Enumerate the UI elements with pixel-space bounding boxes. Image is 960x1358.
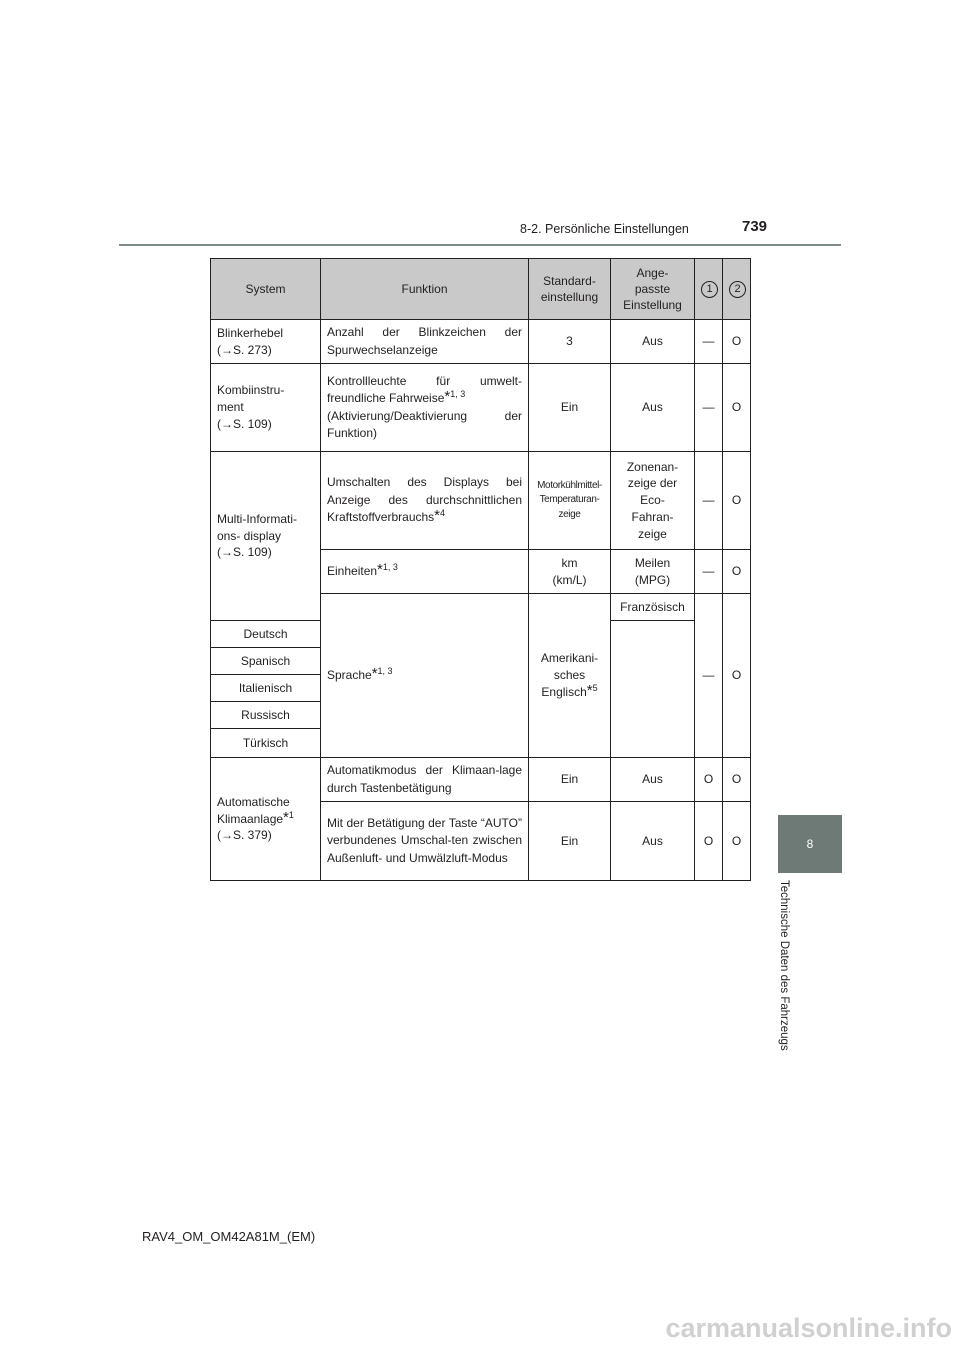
col2-cell: O bbox=[723, 320, 751, 364]
col1-cell: — bbox=[695, 364, 723, 452]
table-row bbox=[211, 320, 751, 364]
header-custom: Ange- passte Einstellung bbox=[611, 259, 695, 320]
table-row bbox=[211, 364, 751, 452]
custom-cell: Aus bbox=[611, 802, 695, 881]
col2-cell: O bbox=[723, 758, 751, 802]
default-cell: Ein bbox=[529, 364, 611, 452]
col2-cell: O bbox=[723, 550, 751, 594]
header-col1 bbox=[695, 259, 723, 320]
default-cell: Amerikani- sches Englisch*$^5$ bbox=[529, 594, 611, 758]
circled-1-icon: 1 bbox=[701, 281, 718, 298]
language-option: Deutsch bbox=[211, 621, 321, 648]
col1-cell: O bbox=[695, 758, 723, 802]
function-cell: Einheiten*$^{1, 3}$ bbox=[321, 550, 529, 594]
col2-cell: O bbox=[723, 452, 751, 550]
chapter-side-label: Technische Daten des Fahrzeugs bbox=[778, 880, 790, 1051]
custom-cell: Aus bbox=[611, 758, 695, 802]
language-option: Italienisch bbox=[211, 675, 321, 702]
function-cell: Kontrollleuchte für umwelt-freundliche Fahrweise*$^{1, 3}$ (Aktivierung/Deaktivierung der Funktion) bbox=[321, 364, 529, 452]
watermark-logo bbox=[563, 1312, 953, 1344]
function-cell: Sprache*$^{1, 3}$ bbox=[321, 594, 529, 758]
col1-cell: — bbox=[695, 594, 723, 758]
function-cell: Umschalten des Displays bei Anzeige des durchschnittlichen Kraftstoffverbrauchs*$^4$ bbox=[321, 452, 529, 550]
circled-2-icon: 2 bbox=[729, 281, 746, 298]
svg-text:carmanualsonline.info: carmanualsonline.info bbox=[665, 1313, 952, 1343]
language-option: Türkisch bbox=[211, 729, 321, 758]
function-cell: Anzahl der Blinkzeichen der Spurwechselanzeige bbox=[321, 320, 529, 364]
col1-cell: — bbox=[695, 320, 723, 364]
col2-cell: O bbox=[723, 594, 751, 758]
custom-cell: Zonenan- zeige der Eco- Fahran- zeige bbox=[611, 452, 695, 550]
settings-table bbox=[210, 258, 751, 881]
default-cell: Motorkühlmittel- Temperaturan- zeige bbox=[529, 452, 611, 550]
custom-cell: Aus bbox=[611, 364, 695, 452]
function-cell: Automatikmodus der Klimaan-lage durch Tastenbetätigung bbox=[321, 758, 529, 802]
default-cell: 3 bbox=[529, 320, 611, 364]
system-cell: Automatische Klimaanlage*$^1$ (→S. 379) bbox=[211, 758, 321, 881]
system-cell: Kombiinstru- ment (→S. 109) bbox=[211, 364, 321, 452]
language-option: Russisch bbox=[211, 702, 321, 729]
col2-cell: O bbox=[723, 802, 751, 881]
custom-cell: Meilen (MPG) bbox=[611, 550, 695, 594]
col2-cell: O bbox=[723, 364, 751, 452]
function-cell: Mit der Betätigung der Taste “AUTO” verbundenes Umschal-ten zwischen Außenluft- und Umwälzluft-Modus bbox=[321, 802, 529, 881]
table-row bbox=[211, 452, 751, 550]
col1-cell: — bbox=[695, 550, 723, 594]
default-cell: Ein bbox=[529, 758, 611, 802]
header-function: Funktion bbox=[321, 259, 529, 320]
header-rule bbox=[119, 244, 841, 246]
col1-cell: O bbox=[695, 802, 723, 881]
col1-cell: — bbox=[695, 452, 723, 550]
default-cell: km (km/L) bbox=[529, 550, 611, 594]
language-option: Spanisch bbox=[211, 648, 321, 675]
section-title: 8-2. Persönliche Einstellungen bbox=[520, 222, 689, 236]
header-col2 bbox=[723, 259, 751, 320]
custom-cell: Aus bbox=[611, 320, 695, 364]
header-default: Standard- einstellung bbox=[529, 259, 611, 320]
document-code: RAV4_OM_OM42A81M_(EM) bbox=[142, 1229, 316, 1244]
page-number: 739 bbox=[742, 218, 768, 235]
system-cell: Multi-Informati- ons- display (→S. 109) bbox=[211, 452, 321, 621]
header-system: System bbox=[211, 259, 321, 320]
table-row bbox=[211, 758, 751, 802]
language-option: Französisch bbox=[611, 594, 695, 621]
chapter-tab: 8 bbox=[778, 815, 842, 873]
default-cell: Ein bbox=[529, 802, 611, 881]
system-cell: Blinkerhebel (→S. 273) bbox=[211, 320, 321, 364]
